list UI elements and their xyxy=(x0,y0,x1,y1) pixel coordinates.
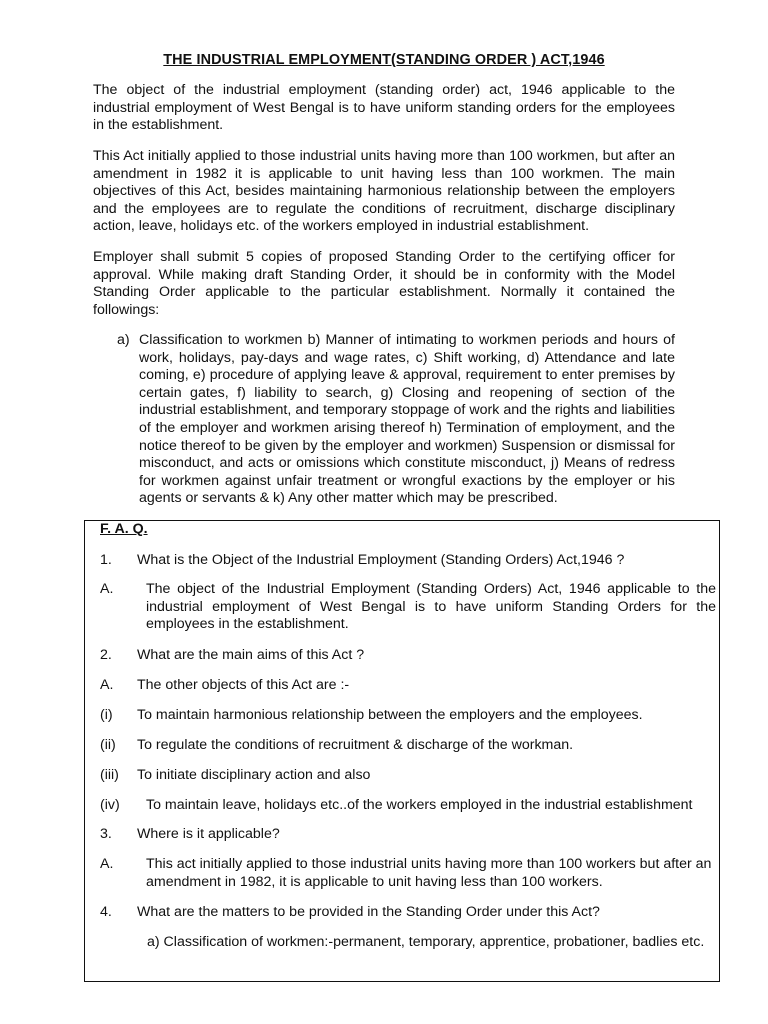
faq-heading: F. A. Q. xyxy=(100,521,148,537)
faq-question-1 xyxy=(100,552,716,570)
faq-aim-ii xyxy=(100,737,716,755)
faq-number: A. xyxy=(100,856,114,872)
faq-text: To initiate disciplinary action and also xyxy=(137,767,371,783)
faq-number: (iii) xyxy=(100,767,119,783)
faq-answer-1 xyxy=(100,581,716,634)
faq-text: This act initially applied to those industrial units having more than 100 workers but after an amendment in 1982, it is applicable to unit having less than 100 workers. xyxy=(146,856,712,890)
faq-number: 3. xyxy=(100,826,112,842)
faq-number: 1. xyxy=(100,552,112,568)
list-marker: a) xyxy=(117,332,130,348)
faq-number: A. xyxy=(100,677,114,693)
faq-aim-iv xyxy=(100,797,716,815)
faq-text: What is the Object of the Industrial Employment (Standing Orders) Act,1946 ? xyxy=(137,552,625,568)
faq-number: 4. xyxy=(100,904,112,920)
faq-question-3 xyxy=(100,826,716,844)
faq-number: (iv) xyxy=(100,797,120,813)
faq-sub-item: a) Classification of workmen:-permanent, temporary, apprentice, probationer, badlies etc. xyxy=(147,934,705,950)
faq-text: What are the main aims of this Act ? xyxy=(137,647,365,663)
faq-number: A. xyxy=(100,581,114,597)
faq-aim-i xyxy=(100,707,716,725)
paragraph-object: The object of the industrial employment (standing order) act, 1946 applicable to the industrial employment of West Bengal is to have uniform standing orders for the employees in the establishment. xyxy=(93,82,675,134)
faq-question-4 xyxy=(100,904,716,922)
faq-text: The object of the Industrial Employment (Standing Orders) Act, 1946 applicable to the industrial employment of West Bengal is to have uniform Standing Orders for the employees in the establishment. xyxy=(146,581,716,633)
contents-list-item xyxy=(117,332,675,508)
faq-answer-2 xyxy=(100,677,716,695)
faq-text: The other objects of this Act are :- xyxy=(137,677,350,693)
faq-number: (i) xyxy=(100,707,113,723)
document-title: THE INDUSTRIAL EMPLOYMENT(STANDING ORDER ) ACT,1946 xyxy=(163,52,605,68)
list-text: Classification to workmen b) Manner of intimating to workmen periods and hours of work, holidays, pay-days and wage rates, c) Shift working, d) Attendance and late coming, e) procedure of applying leave & approval, requirement to enter premises by certain gates, f) liability to search, g) Closing and reopening of section of the industrial establishment, and temporary stoppage of work and the rights and liabilities of the employer and workmen arising thereof h) Termination of employment, and the notice thereof to be given by the employer and workmen) Suspension or dismissal for misconduct, and acts or omissions which constitute misconduct, j) Means of redress for workmen against unfair treatment or wrongful exactions by the employer or his agents or servants & k) Any other matter which may be prescribed. xyxy=(139,332,675,507)
paragraph-submission: Employer shall submit 5 copies of proposed Standing Order to the certifying officer for approval. While making draft Standing Order, it should be in conformity with the Model Standing Order applicable to the particular establishment. Normally it contained the followings: xyxy=(93,249,675,318)
faq-text: To maintain leave, holidays etc..of the workers employed in the industrial establishment xyxy=(146,797,693,813)
faq-aim-iii xyxy=(100,767,716,785)
faq-question-2 xyxy=(100,647,716,665)
faq-text: What are the matters to be provided in the Standing Order under this Act? xyxy=(137,904,600,920)
faq-number: 2. xyxy=(100,647,112,663)
faq-answer-3 xyxy=(100,856,716,891)
paragraph-applicability: This Act initially applied to those industrial units having more than 100 workmen, but after an amendment in 1982 it is applicable to unit having less than 100 workmen. The main objectives of this Act, besides maintaining harmonious relationship between the employers and the employees are to regulate the conditions of recruitment, discharge disciplinary action, leave, holidays etc. of the workers employed in industrial establishment. xyxy=(93,148,675,235)
faq-text: Where is it applicable? xyxy=(137,826,280,842)
faq-text: To maintain harmonious relationship between the employers and the employees. xyxy=(137,707,643,723)
faq-number: (ii) xyxy=(100,737,116,753)
faq-text: To regulate the conditions of recruitment & discharge of the workman. xyxy=(137,737,574,753)
